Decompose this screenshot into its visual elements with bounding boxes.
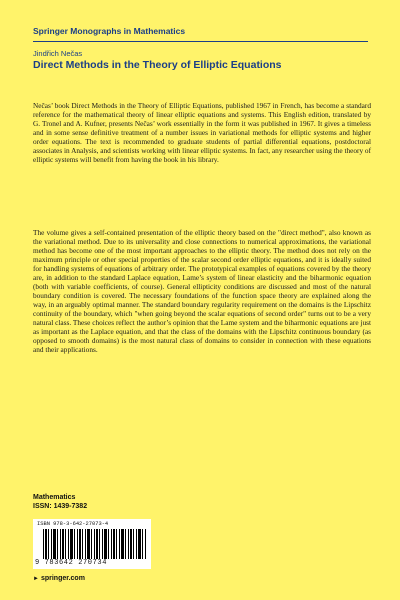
isbn-number: ISBN 978-3-642-27073-4 (37, 521, 109, 527)
book-title: Direct Methods in the Theory of Elliptic Equations (33, 59, 282, 71)
website-label: springer.com (40, 575, 85, 582)
header-rule (33, 41, 368, 42)
issn-label: ISSN: 1439-7382 (33, 503, 88, 510)
publisher-website[interactable] (33, 575, 85, 582)
subject-label: Mathematics (33, 494, 76, 501)
description-paragraph-1: Nečas’ book Direct Methods in the Theory of Elliptic Equations, published 1967 in French, has become a standard reference for the mathematical theory of linear elliptic equations and systems. This English edition, translated by G. Tronel and A. Kufner, presents Nečas’ work essentially in the form it was published in 1967. It gives a timeless and in some sense definitive treatment of a number issues in variational methods for elliptic systems and higher order equations. The text is recommended to graduate students of partial differential equations, postdoctoral associates in Analysis, and scientists working with linear elliptic systems. In fact, any researcher using the theory of elliptic systems will benefit from having the book in his library. (33, 101, 372, 164)
barcode-icon (43, 529, 147, 559)
arrow-right-icon: ► (33, 576, 39, 582)
description-paragraph-2: The volume gives a self-contained presentation of the elliptic theory based on the "direct method", also known as the variational method. Due to its universality and close connections to numerical approximations, the variational method has become one of the most important approaches to the elliptic theory. The method does not rely on the maximum principle or other special properties of the scalar second order elliptic equations, and it is ideally suited for handling systems of equations of arbitrary order. The prototypical examples of equations covered by the theory are, in addition to the standard Laplace equation, Lame’s system of linear elasticity and the biharmonic equation (both with variable coefficients, of course). General ellipticity conditions are discussed and most of the natural boundary condition is covered. The necessary foundations of the function space theory are explained along the way, in an arguably optimal manner. The standard boundary regularity requirement on the domains is the Lipschitz continuity of the boundary, which "when going beyond the scalar equations of second order" turns out to be a very natural class. These choices reflect the author’s opinion that the Lame system and the biharmonic equations are just as important as the Laplace equation, and that the class of the domains with the Lipschitz continuous boundary (as opposed to smooth domains) is the most natural class of domains to consider in connection with these equations and their applications. (33, 228, 371, 354)
series-name: Springer Monographs in Mathematics (33, 26, 186, 36)
author-name: Jindřich Nečas (33, 49, 83, 58)
barcode-panel (33, 519, 151, 569)
ean-digits: 9 783642 270734 (35, 559, 108, 567)
